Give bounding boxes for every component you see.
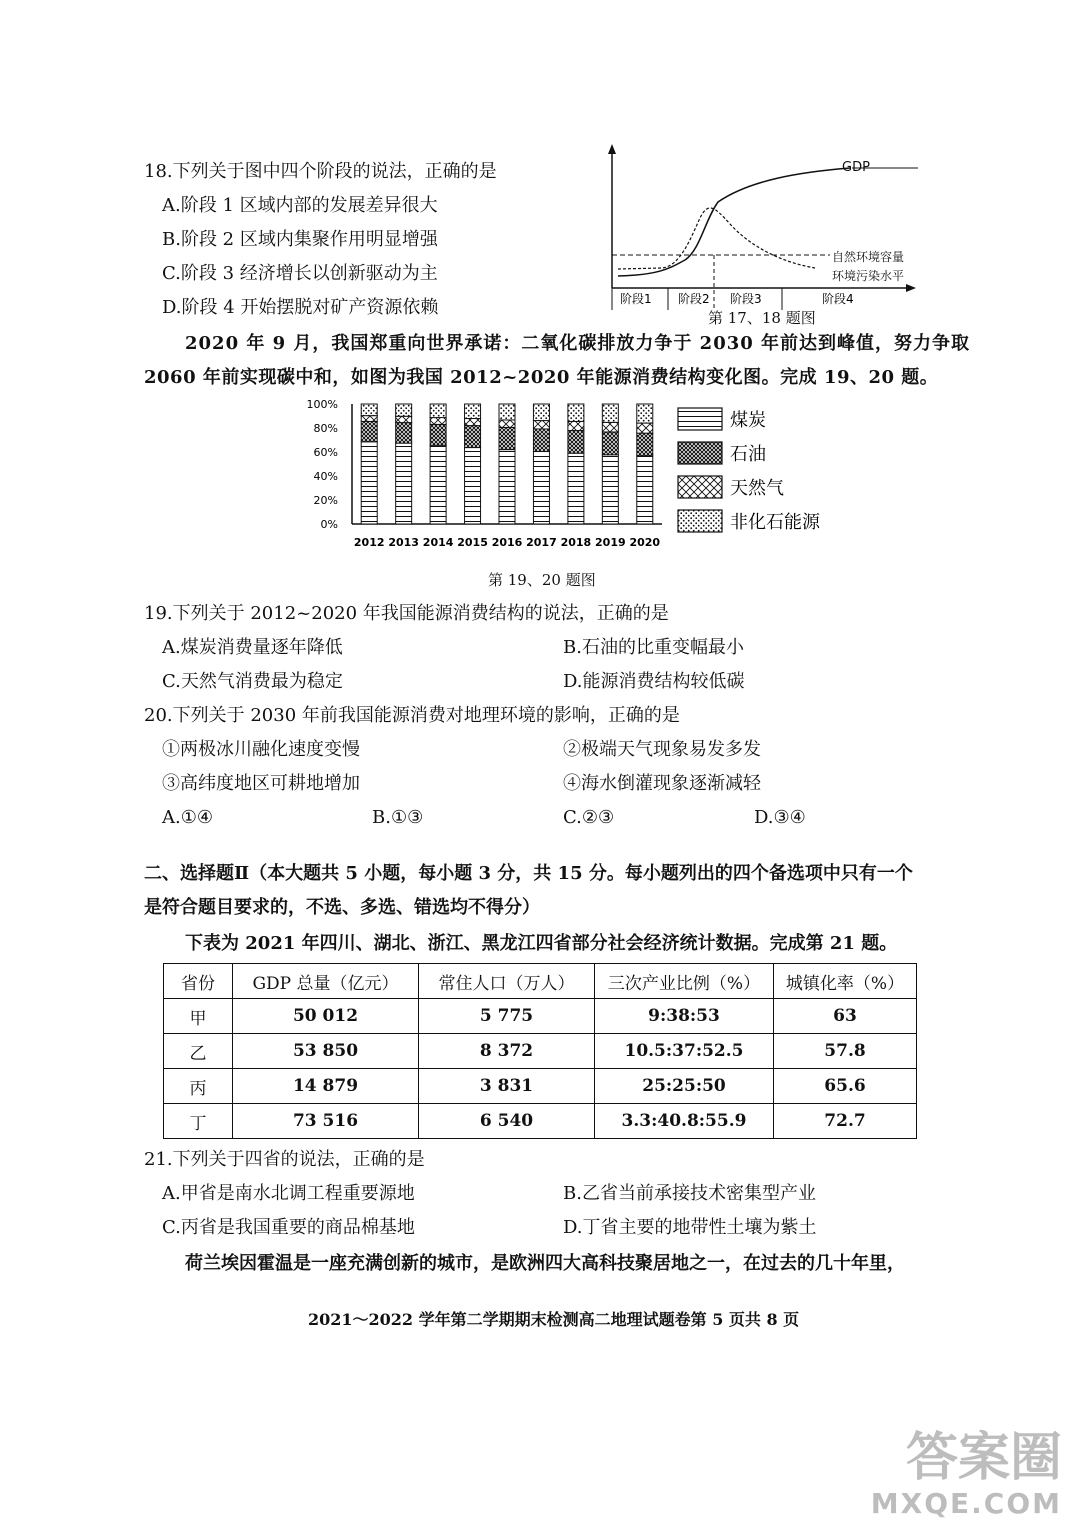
y-tick-label: 60% [313, 446, 338, 459]
y-tick-label: 0% [320, 518, 338, 531]
bar-segment [533, 421, 549, 429]
bar-segment [396, 416, 412, 422]
y-tick-label: 20% [313, 494, 338, 507]
table-cell: 73 516 [233, 1104, 419, 1139]
fig1920-caption: 第 19、20 题图 [488, 571, 596, 589]
q20-stem: 20.下列关于 2030 年前我国能源消费对地理环境的影响，正确的是 [144, 705, 680, 726]
table21-intro: 下表为 2021 年四川、湖北、浙江、黑龙江四省部分社会经济统计数据。完成第 21 题。 [185, 933, 898, 954]
intro1920-line2: 2060 年前实现碳中和，如图为我国 2012~2020 年能源消费结构变化图。完成 19、20 题。 [144, 367, 939, 388]
table-cell: 72.7 [774, 1104, 917, 1139]
bar-segment [568, 431, 584, 454]
q20-option-c: C.②③ [563, 807, 615, 828]
bar-segment [361, 404, 377, 416]
legend-label: 天然气 [730, 478, 784, 499]
q18-option-b: B.阶段 2 区域内集聚作用明显增强 [162, 229, 438, 250]
gdp-curve-label: GDP [842, 160, 870, 175]
bar-segment [465, 448, 481, 524]
bar-segment [499, 420, 515, 427]
watermark-brand: 答案圈 [905, 1428, 1062, 1488]
x-tick-label: 2017 [526, 536, 557, 549]
bar-segment [361, 416, 377, 422]
table-header-cell: 三次产业比例（%） [595, 964, 774, 999]
q19-option-c: C.天然气消费最为稳定 [162, 671, 343, 692]
bar-segment [430, 418, 446, 425]
legend-label: 煤炭 [730, 410, 766, 431]
bar-segment [465, 404, 481, 419]
bar-segment [430, 424, 446, 445]
q21-option-d: D.丁省主要的地带性土壤为紫土 [563, 1217, 817, 1238]
intro1920-line1: 2020 年 9 月，我国郑重向世界承诺：二氧化碳排放力争于 2030 年前达到峰值，努力争取 [185, 333, 971, 354]
q19-option-b: B.石油的比重变幅最小 [563, 637, 744, 658]
bar-segment [602, 455, 618, 524]
table-header-cell: 常住人口（万人） [419, 964, 595, 999]
q20-statement-2: ②极端天气现象易发多发 [563, 739, 761, 760]
bar-segment [533, 404, 549, 421]
table-row [164, 1069, 917, 1104]
q20-option-d: D.③④ [754, 807, 806, 828]
bar-segment [637, 404, 653, 423]
table-header-cell: 城镇化率（%） [774, 964, 917, 999]
watermark-url: MXQE.COM [870, 1487, 1062, 1520]
y-tick-label: 80% [313, 422, 338, 435]
bar-segment [465, 419, 481, 426]
pollution-curve-label: 环境污染水平 [832, 269, 905, 283]
table-cell: 53 850 [233, 1034, 419, 1069]
q18-option-d: D.阶段 4 开始摆脱对矿产资源依赖 [162, 297, 439, 318]
q21-option-b: B.乙省当前承接技术密集型产业 [563, 1183, 816, 1204]
table-cell: 5 775 [419, 999, 595, 1034]
table-cell: 3.3:40.8:55.9 [595, 1104, 774, 1139]
bar-segment [602, 432, 618, 455]
y-tick-label: 40% [313, 470, 338, 483]
q20-option-a: A.①④ [162, 807, 213, 828]
bar-segment [361, 421, 377, 441]
energy-consumption-chart [290, 392, 850, 552]
x-tick-label: 2020 [629, 536, 661, 549]
x-tick-label: 2018 [560, 536, 592, 549]
bar-segment [602, 404, 618, 422]
table-cell: 甲 [164, 999, 233, 1034]
bar-segment [568, 421, 584, 430]
stage-3-label: 阶段3 [730, 292, 762, 306]
legend-label: 非化石能源 [730, 512, 820, 533]
table-cell: 63 [774, 999, 917, 1034]
bar-segment [602, 422, 618, 432]
table-cell: 50 012 [233, 999, 419, 1034]
table-cell: 10.5:37:52.5 [595, 1034, 774, 1069]
bar-segment [430, 445, 446, 524]
stage-4-label: 阶段4 [822, 292, 854, 306]
legend-swatch [678, 510, 722, 532]
bar-segment [396, 404, 412, 416]
bar-segment [533, 452, 549, 524]
q19-option-d: D.能源消费结构较低碳 [563, 671, 745, 692]
bar-segment [568, 453, 584, 524]
table-row [164, 999, 917, 1034]
x-tick-label: 2012 [353, 536, 385, 549]
table-cell: 65.6 [774, 1069, 917, 1104]
x-tick-label: 2019 [595, 536, 626, 549]
q20-option-b: B.①③ [372, 807, 424, 828]
table-row [164, 1034, 917, 1069]
watermark-logo [871, 1429, 1062, 1520]
tail-paragraph: 荷兰埃因霍温是一座充满创新的城市，是欧洲四大高科技聚居地之一，在过去的几十年里， [185, 1253, 905, 1274]
table-cell: 14 879 [233, 1069, 419, 1104]
q21-option-a: A.甲省是南水北调工程重要源地 [162, 1183, 415, 1204]
q19-stem: 19.下列关于 2012~2020 年我国能源消费结构的说法，正确的是 [144, 603, 669, 624]
section2-line1: 二、选择题Ⅱ（本大题共 5 小题，每小题 3 分，共 15 分。每小题列出的四个备选项中只有一个 [144, 863, 913, 884]
page-footer: 2021～2022 学年第二学期期末检测高二地理试题卷第 5 页共 8 页 [308, 1310, 800, 1329]
bar-segment [637, 423, 653, 433]
legend-swatch [678, 476, 722, 498]
x-tick-label: 2016 [491, 536, 523, 549]
bar-segment [430, 404, 446, 418]
q18-option-c: C.阶段 3 经济增长以创新驱动为主 [162, 263, 438, 284]
y-tick-label: 100% [306, 398, 338, 411]
table-cell: 9:38:53 [595, 999, 774, 1034]
province-stats-table [163, 963, 917, 1139]
q20-statement-4: ④海水倒灌现象逐渐减轻 [563, 773, 761, 794]
bar-segment [499, 404, 515, 420]
table-header-cell: GDP 总量（亿元） [233, 964, 419, 999]
table-cell: 丙 [164, 1069, 233, 1104]
table-cell: 6 540 [419, 1104, 595, 1139]
q19-option-a: A.煤炭消费量逐年降低 [162, 637, 343, 658]
bar-segment [637, 456, 653, 524]
bar-segment [465, 426, 481, 448]
table-cell: 8 372 [419, 1034, 595, 1069]
table-cell: 57.8 [774, 1034, 917, 1069]
legend-swatch [678, 408, 722, 430]
legend-label: 石油 [730, 444, 766, 465]
x-tick-label: 2014 [422, 536, 454, 549]
capacity-line-label: 自然环境容量 [832, 250, 905, 264]
q18-option-a: A.阶段 1 区域内部的发展差异很大 [162, 195, 438, 216]
bar-segment [361, 442, 377, 524]
table-cell: 25:25:50 [595, 1069, 774, 1104]
bar-segment [499, 427, 515, 449]
table-row [164, 1104, 917, 1139]
bar-segment [637, 433, 653, 456]
bar-segment [499, 450, 515, 524]
q21-stem: 21.下列关于四省的说法，正确的是 [144, 1149, 425, 1170]
bar-segment [533, 429, 549, 452]
q18-stem: 18.下列关于图中四个阶段的说法，正确的是 [144, 161, 497, 182]
fig1718-caption: 第 17、18 题图 [708, 309, 816, 327]
q20-statement-3: ③高纬度地区可耕地增加 [162, 773, 360, 794]
bar-segment [396, 443, 412, 524]
x-tick-label: 2015 [457, 536, 488, 549]
bar-segment [396, 423, 412, 444]
section2-line2: 是符合题目要求的，不选、多选、错选均不得分） [144, 897, 540, 918]
stage-2-label: 阶段2 [678, 292, 710, 306]
table-cell: 3 831 [419, 1069, 595, 1104]
table-header-row [164, 964, 917, 999]
table-cell: 丁 [164, 1104, 233, 1139]
table-header-cell: 省份 [164, 964, 233, 999]
table-cell: 乙 [164, 1034, 233, 1069]
stage-1-label: 阶段1 [620, 292, 652, 306]
q21-option-c: C.丙省是我国重要的商品棉基地 [162, 1217, 415, 1238]
x-tick-label: 2013 [388, 536, 419, 549]
legend-swatch [678, 442, 722, 464]
bar-segment [568, 404, 584, 421]
q20-statement-1: ①两极冰川融化速度变慢 [162, 739, 360, 760]
